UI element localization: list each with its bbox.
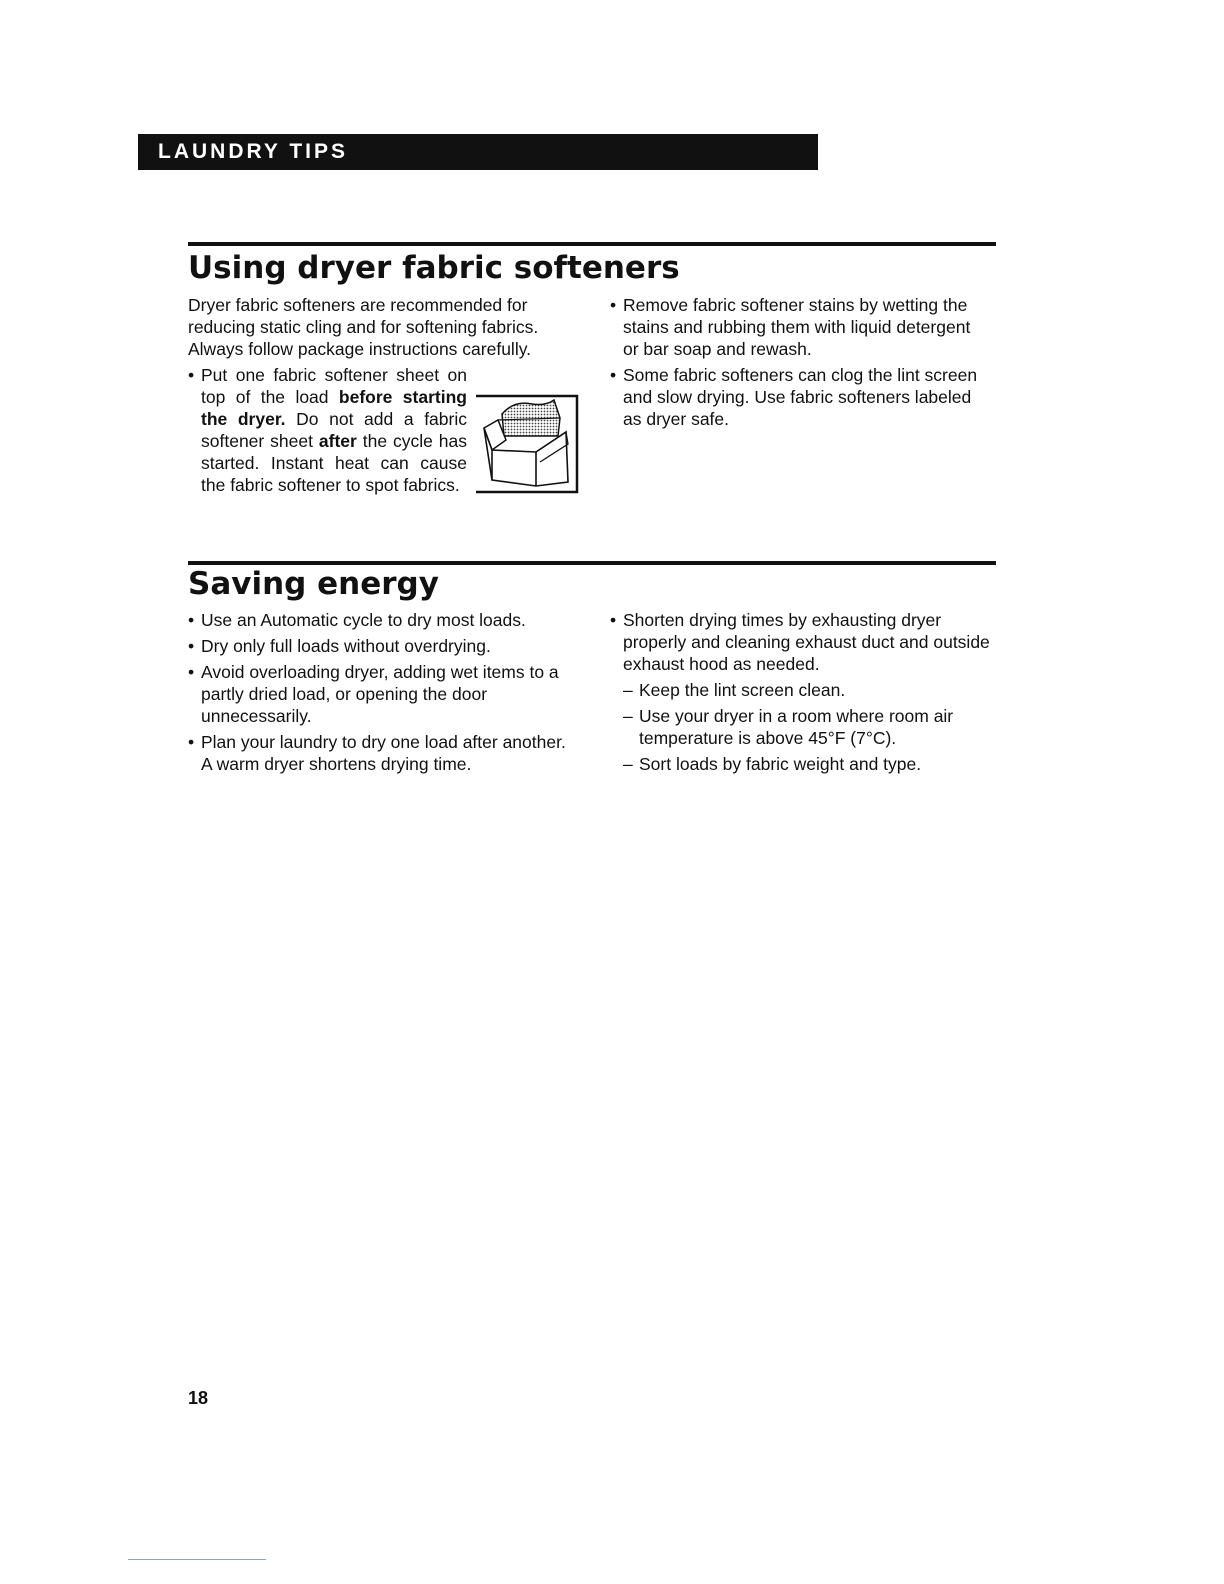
put-sheet-emphasis-before: before starting the dryer. — [201, 387, 467, 429]
softener-sheet-box-icon — [474, 392, 579, 495]
list-item — [623, 679, 995, 701]
list-item: • Dry only full loads without overdrying. — [188, 635, 573, 657]
list-item: • Avoid overloading dryer, adding wet items to a partly dried load, or opening the door unnecessarily. — [188, 661, 573, 727]
dash-mark: – — [623, 680, 633, 700]
put-sheet-text-2: Do not add a fabric softener sheet — [201, 409, 467, 451]
softeners-intro: Dryer fabric softeners are recommended for reducing static cling and for softening fabrics. Always follow package instructions carefully. — [188, 295, 539, 359]
energy-right-column — [610, 609, 995, 779]
dash-item-text: Sort loads by fabric weight and type. — [639, 754, 922, 774]
dash-item-text: Use your dryer in a room where room air temperature is above 45°F (7°C). — [639, 706, 954, 748]
section-banner — [138, 134, 818, 170]
dash-mark: – — [623, 706, 633, 726]
put-sheet-emphasis-after: after — [318, 431, 357, 451]
put-sheet-text-1: Put one fabric softener sheet on top of the load — [201, 365, 467, 407]
list-item: • Shorten drying times by exhausting dryer properly and cleaning exhaust duct and outside exhaust hood as needed. — [610, 609, 995, 675]
put-sheet-text-3: the cycle has started. Instant heat can cause the fabric softener to spot fabrics. — [201, 431, 467, 495]
list-item: • Use an Automatic cycle to dry most loads. — [188, 609, 573, 631]
energy-left-column — [188, 609, 573, 779]
energy-heading: Saving energy — [188, 566, 439, 602]
page-number: 18 — [188, 1388, 209, 1408]
dash-mark: – — [623, 754, 633, 774]
list-item: • Some fabric softeners can clog the lint screen and slow drying. Use fabric softeners labeled as dryer safe. — [610, 364, 990, 430]
dash-item-text: Keep the lint screen clean. — [639, 680, 846, 700]
list-item — [623, 705, 995, 749]
section-rule — [188, 561, 996, 565]
softeners-heading: Using dryer fabric softeners — [188, 250, 680, 286]
list-item: • Remove fabric softener stains by wetting the stains and rubbing them with liquid detergent or bar soap and rewash. — [610, 294, 990, 360]
footer-divider — [128, 1559, 266, 1560]
put-sheet-bullet — [188, 364, 467, 496]
banner-label: LAUNDRY TIPS — [158, 140, 349, 163]
softeners-right-column — [610, 294, 990, 434]
list-item — [623, 753, 995, 775]
list-item: • Plan your laundry to dry one load after another. A warm dryer shortens drying time. — [188, 731, 573, 775]
section-rule — [188, 242, 996, 246]
